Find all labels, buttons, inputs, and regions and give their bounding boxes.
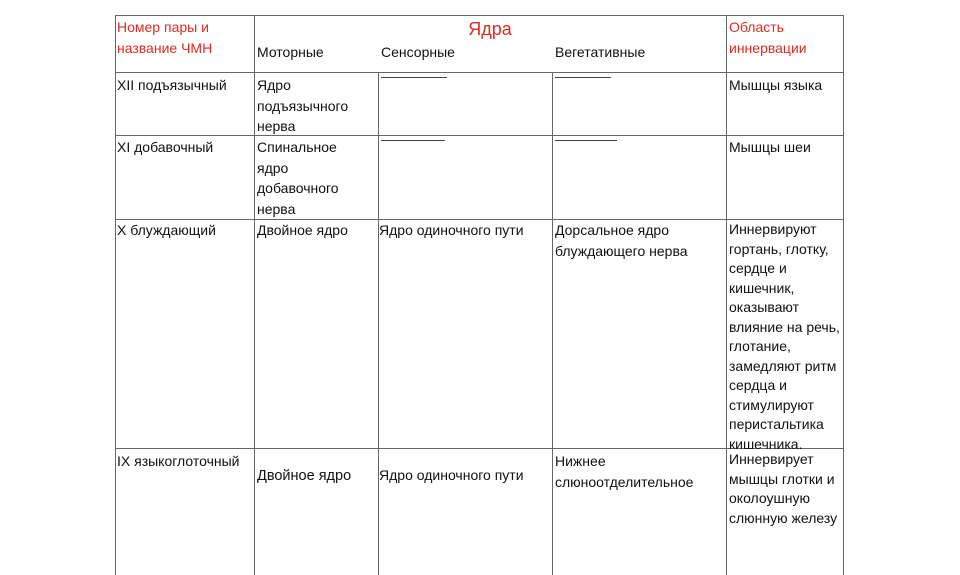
- cranial-nerves-table: [115, 15, 844, 575]
- empty-cell-dash: [381, 77, 447, 78]
- row-xii-area: Мышцы языка: [729, 77, 823, 93]
- row-xi-motor: Спинальное ядро добавочного нерва: [257, 139, 339, 217]
- row-ix-name: IX языкоглоточный: [117, 453, 240, 469]
- grid-line: [378, 72, 379, 575]
- row-x-motor: Двойное ядро: [257, 222, 348, 238]
- header-innervation-area: Область иннервации: [729, 19, 807, 56]
- header-motor: Моторные: [257, 44, 324, 60]
- grid-line: [115, 135, 844, 136]
- grid-line: [115, 15, 116, 575]
- row-xi-name: XI добавочный: [117, 139, 214, 155]
- row-ix-vegetative: Нижнее слюноотделительное: [555, 453, 694, 490]
- grid-line: [115, 72, 844, 73]
- row-x-vegetative: Дорсальное ядро блуждающего нерва: [555, 222, 688, 259]
- row-x-area: Иннервируют гортань, глотку, сердце и кишечник, оказывают влияние на речь, глотание, замедляют ритм сердца и стимулируют перистальтика кишечника.: [729, 221, 840, 452]
- row-x-name: X блуждающий: [117, 222, 216, 238]
- row-xii-name: XII подъязычный: [117, 77, 227, 93]
- header-sensory: Сенсорные: [381, 44, 455, 60]
- header-nuclei: Ядра: [468, 19, 512, 39]
- empty-cell-dash: [381, 140, 445, 141]
- row-xi-area: Мышцы шеи: [729, 139, 811, 155]
- row-ix-area: Иннервирует мышцы глотки и околоушную слюнную железу: [729, 451, 838, 526]
- row-ix-motor: Двойное ядро: [257, 468, 352, 484]
- header-pair-name: Номер пары и название ЧМН: [117, 19, 213, 56]
- empty-cell-dash: [555, 140, 617, 141]
- grid-line: [726, 15, 727, 575]
- grid-line: [552, 72, 553, 575]
- grid-line: [254, 15, 255, 575]
- header-vegetative: Вегетативные: [555, 44, 646, 60]
- grid-line: [843, 15, 844, 575]
- row-xii-motor: Ядро подъязычного нерва: [257, 77, 349, 134]
- grid-line: [115, 15, 844, 16]
- empty-cell-dash: [555, 77, 611, 78]
- row-x-sensory: Ядро одиночного пути: [379, 222, 524, 238]
- row-ix-sensory: Ядро одиночного пути: [379, 467, 524, 483]
